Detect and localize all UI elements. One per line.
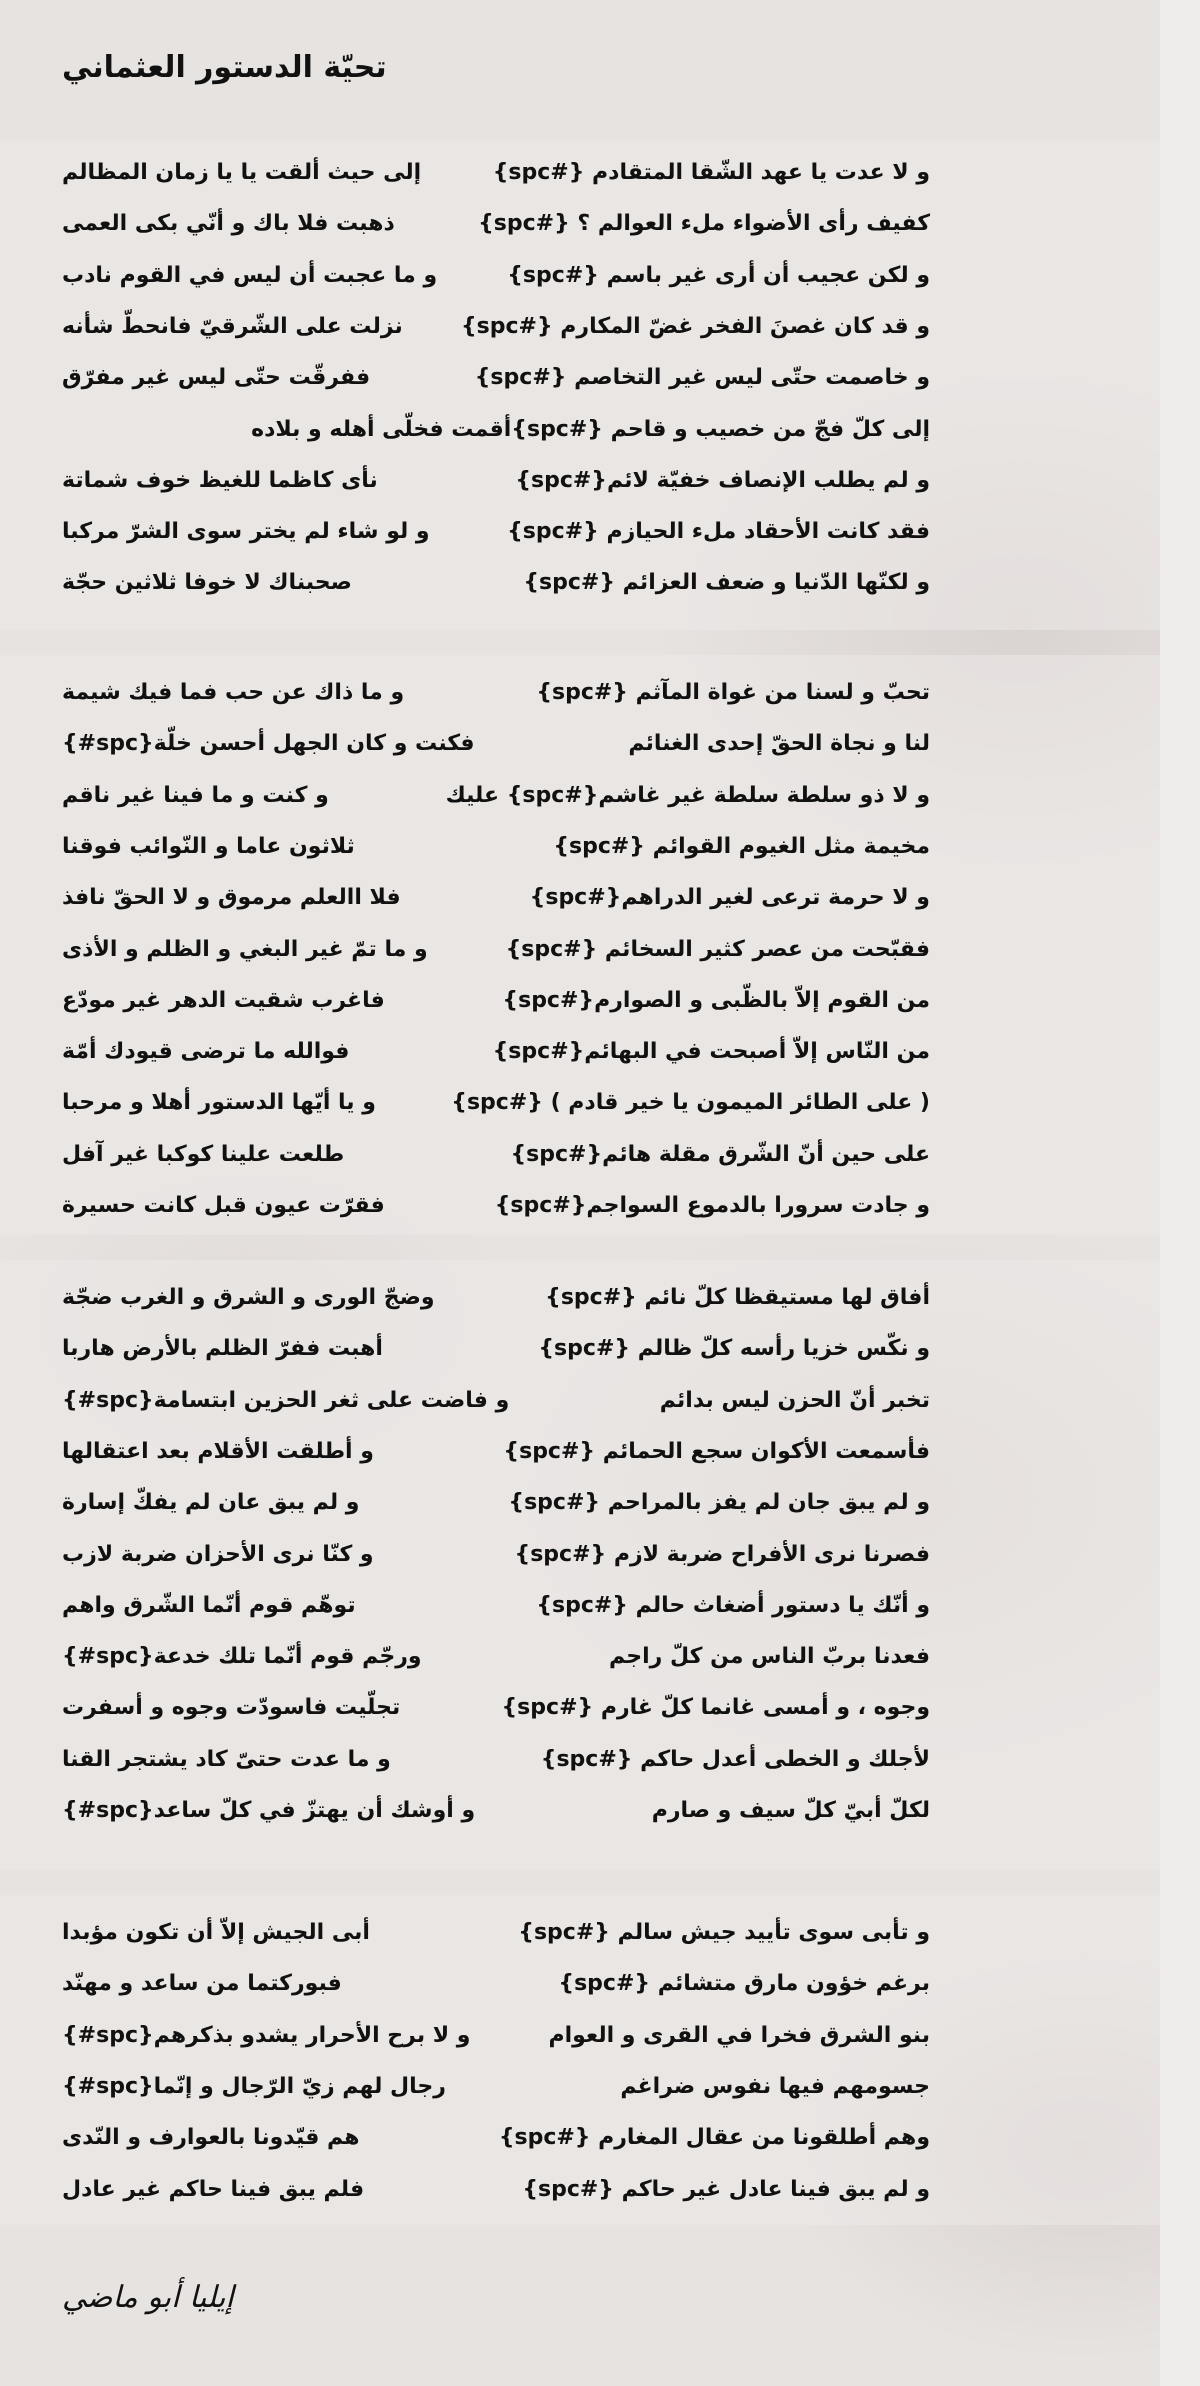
verse-first-hemistich: و لم يبق جان لم يفز بالمراحم {#spc}: [508, 1490, 930, 1515]
right-margin-strip: [1160, 0, 1200, 2386]
verse-first-hemistich: و لا ذو سلطة سلطة غير غاشم{#spc} عليك: [445, 783, 930, 808]
verse-first-hemistich: فعدنا بربّ الناس من كلّ راجم: [609, 1644, 930, 1669]
verse-second-hemistich: و لو شاء لم يختر سوى الشرّ مركبا: [62, 519, 430, 544]
verse-second-hemistich: فلا االعلم مرموق و لا الحقّ نافذ: [62, 885, 401, 910]
verse-first-hemistich: و لكن عجيب أن أرى غير باسم {#spc}: [507, 263, 930, 288]
verse-first-hemistich: وهم أطلقونا من عقال المغارم {#spc}: [498, 2125, 930, 2150]
verse-second-hemistich: إلى حيث ألقت يا يا زمان المظالم: [62, 160, 422, 185]
verse-first-hemistich: لكلّ أبيّ كلّ سيف و صارم: [651, 1798, 930, 1823]
verse-first-hemistich: تخبر أنّ الحزن ليس بدائم: [659, 1388, 930, 1413]
verse-second-hemistich: صحبناك لا خوفا ثلاثين حجّة: [62, 570, 352, 595]
verse-first-hemistich: كفيف رأى الأضواء ملء العوالم ؟ {#spc}: [478, 211, 930, 236]
verse-first-hemistich: إلى كلّ فجّ من خصيب و قاحم {#spc}أقمت فخلّى أهله و بلاده: [251, 417, 930, 442]
verse-second-hemistich: و ما عدت حتىّ كاد يشتجر القنا: [62, 1747, 391, 1772]
verse-first-hemistich: و نكّس خزيا رأسه كلّ ظالم {#spc}: [538, 1336, 930, 1361]
verse-second-hemistich: ذهبت فلا باك و أنّي بكى العمى: [62, 211, 395, 236]
verse-first-hemistich: و جادت سرورا بالدموع السواجم{#spc}: [494, 1193, 930, 1218]
verse-second-hemistich: فلم يبق فينا حاكم غير عادل: [62, 2177, 365, 2202]
verse-first-hemistich: و لا حرمة ترعى لغير الدراهم{#spc}: [529, 885, 930, 910]
verse-first-hemistich: و لا عدت يا عهد الشّقا المتقادم {#spc}: [492, 160, 930, 185]
verse-first-hemistich: و قد كان غصنَ الفخر غضّ المكارم {#spc}: [460, 314, 930, 339]
verse-second-hemistich: {#spc}و لا برح الأحرار يشدو بذكرهم: [62, 2023, 471, 2048]
verse-second-hemistich: و كنت و ما فينا غير ناقم: [62, 783, 329, 808]
verse-second-hemistich: و كنّا نرى الأحزان ضربة لازب: [62, 1542, 374, 1567]
verse-second-hemistich: نزلت على الشّرقيّ فانحطّ شأنه: [62, 314, 403, 339]
verse-first-hemistich: من القوم إلاّ بالظّبى و الصوارم{#spc}: [502, 988, 930, 1013]
verse-first-hemistich: وجوه ، و أمسى غانما كلّ غارم {#spc}: [501, 1695, 930, 1720]
verse-first-hemistich: فقد كانت الأحقاد ملء الحيازم {#spc}: [507, 519, 930, 544]
verse-second-hemistich: و ما ذاك عن حب فما فيك شيمة: [62, 680, 405, 705]
verse-second-hemistich: هم قيّدونا بالعوارف و النّدى: [62, 2125, 360, 2150]
verse-second-hemistich: و يا أيّها الدستور أهلا و مرحبا: [62, 1090, 376, 1115]
verse-second-hemistich: {#spc}فكنت و كان الجهل أحسن خلّة: [62, 731, 475, 756]
verse-first-hemistich: لأجلك و الخطى أعدل حاكم {#spc}: [540, 1747, 930, 1772]
verse-second-hemistich: و لم يبق عان لم يفكّ إسارة: [62, 1490, 360, 1515]
verse-second-hemistich: طلعت علينا كوكبا غير آفل: [62, 1142, 345, 1167]
verse-first-hemistich: و خاصمت حتّى ليس غير التخاصم {#spc}: [474, 365, 930, 390]
verse-second-hemistich: ثلاثون عاما و النّوائب فوقنا: [62, 834, 355, 859]
verse-second-hemistich: وضجّ الورى و الشرق و الغرب ضجّة: [62, 1285, 435, 1310]
verse-second-hemistich: أبى الجيش إلاّ أن تكون مؤبدا: [62, 1920, 370, 1945]
verse-second-hemistich: فوالله ما ترضى قيودك أمّة: [62, 1039, 350, 1064]
verse-second-hemistich: فاغرب شقيت الدهر غير مودّع: [62, 988, 385, 1013]
verse-second-hemistich: ففرقّت حتّى ليس غير مفرّق: [62, 365, 371, 390]
verse-first-hemistich: فصرنا نرى الأفراح ضربة لازم {#spc}: [514, 1542, 930, 1567]
poem-title: تحيّة الدستور العثماني: [62, 50, 387, 85]
verse-first-hemistich: فأسمعت الأكوان سجع الحمائم {#spc}: [503, 1439, 930, 1464]
verse-first-hemistich: و أنّك يا دستور أضغاث حالم {#spc}: [536, 1593, 930, 1618]
verse-first-hemistich: ( على الطائر الميمون يا خير قادم ) {#spc}: [451, 1090, 930, 1115]
verse-first-hemistich: و لم يبق فينا عادل غير حاكم {#spc}: [522, 2177, 930, 2202]
verse-second-hemistich: {#spc}و أوشك أن يهتزّ في كلّ ساعد: [62, 1798, 476, 1823]
verse-second-hemistich: أهبت ففرّ الظلم بالأرض هاربا: [62, 1336, 383, 1361]
verse-second-hemistich: و أطلقت الأقلام بعد اعتقالها: [62, 1439, 374, 1464]
verse-first-hemistich: تحبّ و لسنا من غواة المآثم {#spc}: [536, 680, 930, 705]
verse-second-hemistich: {#spc}ورجّم قوم أنّما تلك خدعة: [62, 1644, 422, 1669]
verse-second-hemistich: فبوركتما من ساعد و مهنّد: [62, 1971, 342, 1996]
verse-second-hemistich: تجلّيت فاسودّت وجوه و أسفرت: [62, 1695, 401, 1720]
verse-second-hemistich: و ما تمّ غير البغي و الظلم و الأذى: [62, 937, 428, 962]
verse-first-hemistich: مخيمة مثل الغيوم القوائم {#spc}: [553, 834, 930, 859]
verse-second-hemistich: {#spc}و فاضت على ثغر الحزين ابتسامة: [62, 1388, 510, 1413]
verse-first-hemistich: و لم يطلب الإنصاف خفيّة لائم{#spc}: [515, 468, 930, 493]
verse-first-hemistich: بنو الشرق فخرا في القرى و العوام: [548, 2023, 930, 2048]
verse-second-hemistich: فقرّت عيون قبل كانت حسيرة: [62, 1193, 385, 1218]
verse-first-hemistich: لنا و نجاة الحقّ إحدى الغنائم: [628, 731, 930, 756]
verse-second-hemistich: نأى كاظما للغيظ خوف شماتة: [62, 468, 378, 493]
verse-first-hemistich: على حين أنّ الشّرق مقلة هائم{#spc}: [510, 1142, 930, 1167]
poem-author: إيليا أبو ماضي: [62, 2280, 234, 2315]
verse-first-hemistich: برغم خؤون مارق متشائم {#spc}: [558, 1971, 930, 1996]
verse-second-hemistich: توهّم قوم أنّما الشّرق واهم: [62, 1593, 356, 1618]
verse-second-hemistich: و ما عجبت أن ليس في القوم نادب: [62, 263, 438, 288]
verse-first-hemistich: أفاق لها مستيقظا كلّ نائم {#spc}: [545, 1285, 930, 1310]
verse-first-hemistich: من النّاس إلاّ أصبحت في البهائم{#spc}: [492, 1039, 930, 1064]
verse-second-hemistich: {#spc}رجال لهم زيّ الرّجال و إنّما: [62, 2074, 446, 2099]
verse-first-hemistich: و تأبى سوى تأييد جيش سالم {#spc}: [518, 1920, 930, 1945]
verse-first-hemistich: فقبّحت من عصر كثير السخائم {#spc}: [505, 937, 930, 962]
verse-first-hemistich: و لكنّها الدّنيا و ضعف العزائم {#spc}: [523, 570, 930, 595]
verse-first-hemistich: جسومهم فيها نفوس ضراغم: [620, 2074, 930, 2099]
